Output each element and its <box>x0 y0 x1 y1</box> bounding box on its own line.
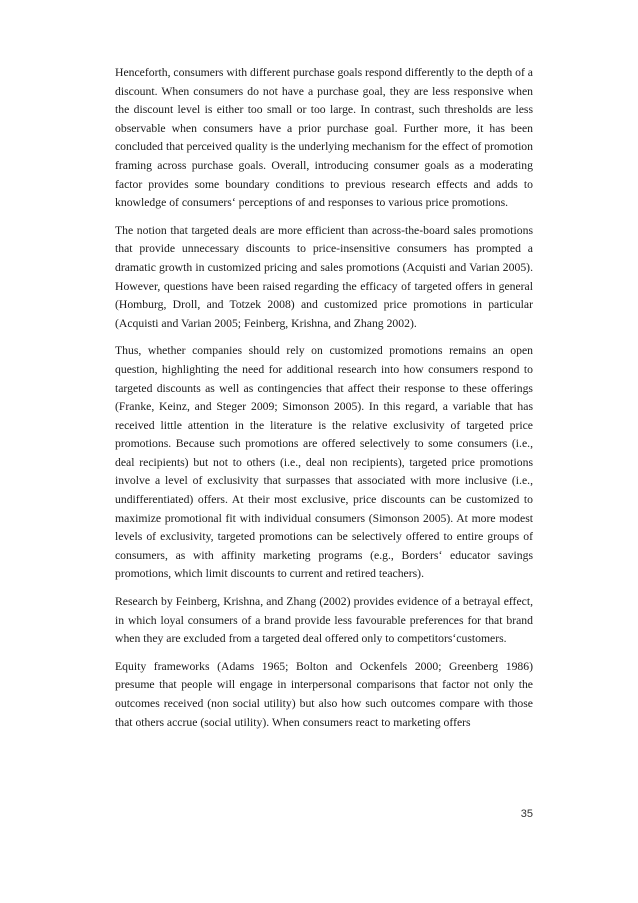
paragraph-purchase-goals: Henceforth, consumers with different purchase goals respond differently to the depth of a discount. When consumers do not have a purchase goal, they are less responsive when the discount level is either too small or too large. In contrast, such thresholds are less observable when consumers have a prior purchase goal. Further more, it has been concluded that perceived quality is the underlying mechanism for the effect of promotion framing across purchase goals. Overall, introducing consumer goals as a moderating factor provides some boundary conditions to previous research effects and adds to knowledge of consumers‘ perceptions of and responses to various price promotions. <box>115 66 533 210</box>
paragraph-equity-frameworks: Equity frameworks (Adams 1965; Bolton and Ockenfels 2000; Greenberg 1986) presume that people will engage in interpersonal comparisons that factor not only the outcomes received (non social utility) but also how such outcomes compare with those that others accrue (social utility). When consumers react to marketing offers <box>115 659 533 729</box>
document-page <box>115 64 533 741</box>
paragraph-betrayal-effect: Research by Feinberg, Krishna, and Zhang (2002) provides evidence of a betrayal effect, in which loyal consumers of a brand provide less favourable preferences for that brand when they are excluded from a targeted deal offered only to competitors‘customers. <box>115 595 533 646</box>
paragraph-customized-promotions: Thus, whether companies should rely on customized promotions remains an open question, highlighting the need for additional research into how consumers respond to targeted discounts as well as contingencies that affect their response to these offerings (Franke, Keinz, and Steger 2009; Simonson 2005). In this regard, a variable that has received little attention in the literature is the relative exclusivity of targeted price promotions. Because such promotions are offered selectively to some consumers (i.e., deal recipients) but not to others (i.e., deal non recipients), targeted price promotions involve a level of exclusivity that surpasses that associated with more inclusive (i.e., undifferentiated) offers. At their most exclusive, price discounts can be customized to maximize promotional fit with individual consumers (Simonson 2005). At more modest levels of exclusivity, targeted promotions can be selectively offered to entire groups of consumers, as with affinity marketing programs (e.g., Borders‘ educator savings promotions, which limit discounts to current and retired teachers). <box>115 344 533 581</box>
page-number: 35 <box>520 808 533 820</box>
paragraph-targeted-deals: The notion that targeted deals are more efficient than across-the-board sales promotions that provide unnecessary discounts to price-insensitive consumers has prompted a dramatic growth in customized pricing and sales promotions (Acquisti and Varian 2005). However, questions have been raised regarding the efficacy of targeted offers in general (Homburg, Droll, and Totzek 2008) and customized price promotions in particular (Acquisti and Varian 2005; Feinberg, Krishna, and Zhang 2002). <box>115 223 533 330</box>
